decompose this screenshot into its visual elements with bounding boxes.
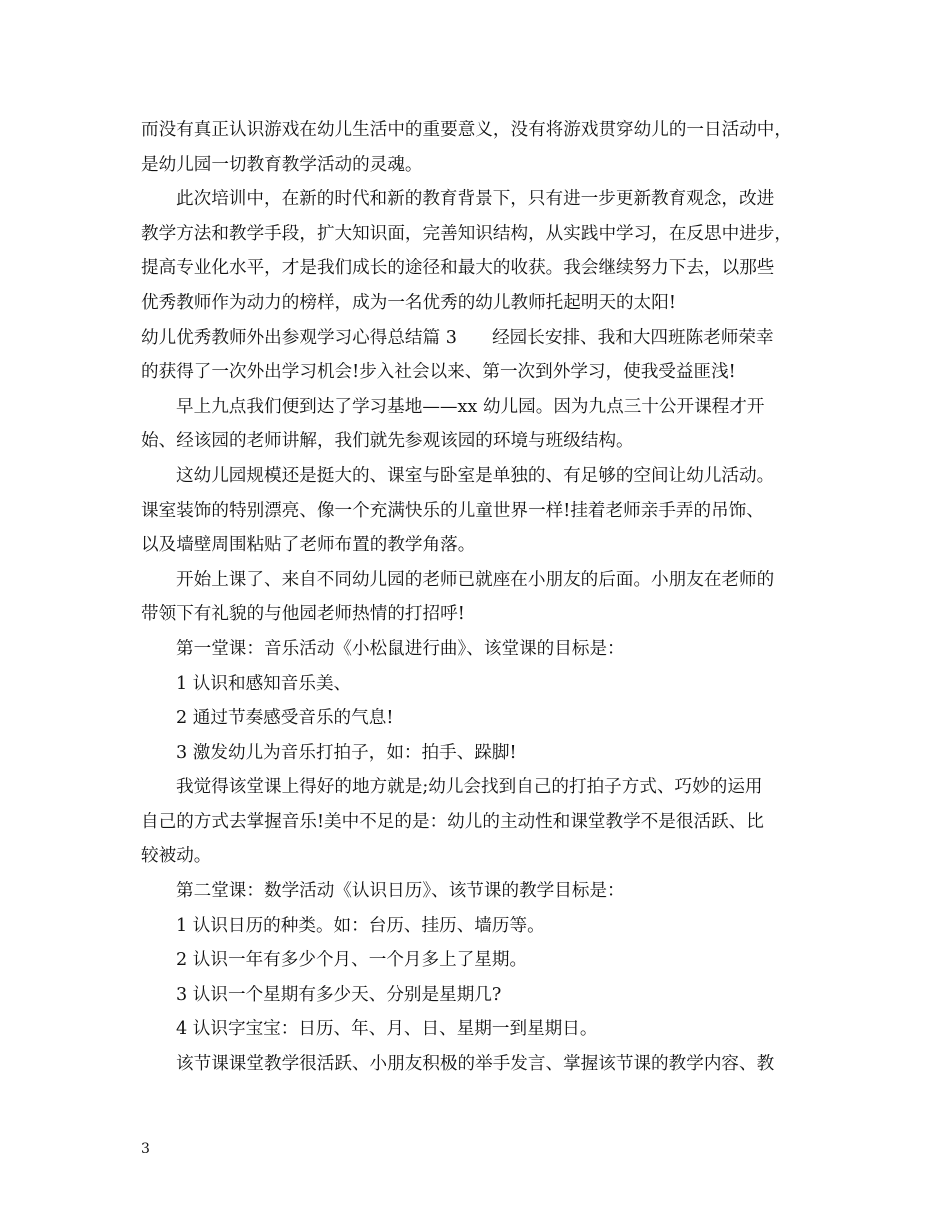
text-line: 始、经该园的老师讲解，我们就先参观该园的环境与班级结构。: [141, 431, 634, 452]
text-line: 2 通过节奏感受音乐的气息!: [176, 708, 394, 729]
text-line: 该节课课堂教学很活跃、小朋友积极的举手发言、掌握该节课的教学内容、教: [176, 1054, 775, 1075]
text-line: 是幼儿园一切教育教学活动的灵魂。: [141, 154, 423, 175]
text-line: 我觉得该堂课上得好的地方就是;幼儿会找到自己的打拍子方式、巧妙的运用: [176, 777, 763, 798]
text-line: 的获得了一次外出学习机会!步入社会以来、第一次到外学习，使我受益匪浅!: [141, 362, 736, 383]
text-line: 课室装饰的特别漂亮、像一个充满快乐的儿童世界一样!挂着老师亲手弄的吊饰、: [141, 500, 764, 521]
text-line: 第二堂课：数学活动《认识日历》、该节课的教学目标是：: [176, 881, 625, 902]
page-number: 3: [141, 1141, 150, 1157]
text-line: 1 认识日历的种类。如：台历、挂历、墙历等。: [176, 915, 545, 936]
text-line: 开始上课了、来自不同幼儿园的老师已就座在小朋友的后面。小朋友在老师的: [176, 569, 775, 590]
text-line: 1 认识和感知音乐美、: [176, 673, 352, 694]
text-line: 带领下有礼貌的与他园老师热情的打招呼!: [141, 604, 465, 625]
text-line: 以及墙壁周围粘贴了老师布置的教学角落。: [141, 535, 476, 556]
text-line: 优秀教师作为动力的榜样，成为一名优秀的幼儿教师托起明天的太阳!: [141, 292, 676, 313]
text-line: 第一堂课：音乐活动《小松鼠进行曲》、该堂课的目标是：: [176, 638, 625, 659]
text-line: 幼儿优秀教师外出参观学习心得总结篇 3 经园长安排、我和大四班陈老师荣幸: [141, 327, 774, 348]
text-line: 3 激发幼儿为音乐打拍子，如：拍手、跺脚!: [176, 742, 517, 763]
document-body: [141, 113, 821, 1082]
text-line: 较被动。: [141, 846, 212, 867]
text-line: 2 认识一年有多少个月、一个月多上了星期。: [176, 950, 528, 971]
text-line: 早上九点我们便到达了学习基地——xx 幼儿园。因为九点三十公开课程才开: [176, 396, 765, 417]
text-line: 而没有真正认识游戏在幼儿生活中的重要意义，没有将游戏贯穿幼儿的一日活动中，: [141, 120, 792, 140]
text-line: 这幼儿园规模还是挺大的、课室与卧室是单独的、有足够的空间让幼儿活动。: [176, 465, 775, 486]
text-line: 此次培训中，在新的时代和新的教育背景下，只有进一步更新教育观念，改进: [176, 189, 775, 210]
text-line: 自己的方式去掌握音乐!美中不足的是：幼儿的主动性和课堂教学不是很活跃、比: [141, 811, 764, 832]
text-line: 3 认识一个星期有多少天、分别是星期几?: [176, 984, 502, 1005]
text-line: 4 认识字宝宝：日历、年、月、日、星期一到星期日。: [176, 1019, 598, 1040]
text-line: 提高专业化水平，才是我们成长的途径和最大的收获。我会继续努力下去，以那些: [141, 258, 775, 279]
text-line: 教学方法和教学手段，扩大知识面，完善知识结构，从实践中学习，在反思中进步，: [141, 223, 792, 244]
